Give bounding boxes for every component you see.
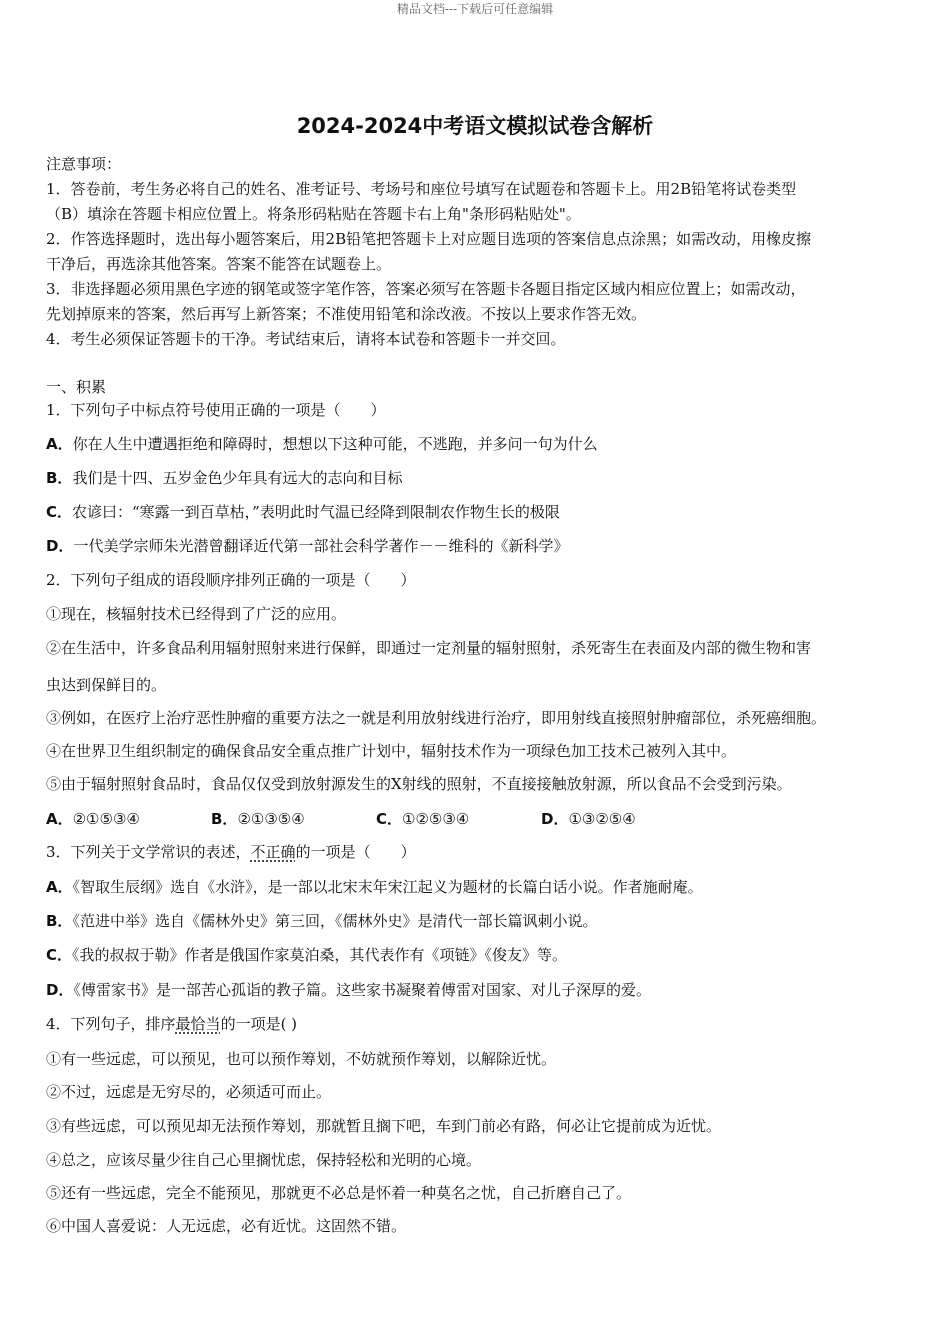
page-title: 2024-2024中考语文模拟试卷含解析 [296, 114, 654, 138]
notes-line: 4．考生必须保证答题卡的干净。考试结束后，请将本试卷和答题卡一并交回。 [46, 330, 566, 348]
q2-choice-d [541, 808, 636, 829]
option-label: C． [46, 503, 73, 521]
option-label: D． [46, 981, 74, 999]
q3-option-a [46, 877, 703, 897]
option-text: ①③②⑤④ [568, 810, 636, 828]
notes-line: （B）填涂在答题卡相应位置上。将条形码粘贴在答题卡右上角"条形码粘贴处"。 [46, 205, 581, 223]
question-2-stem: 2．下列句子组成的语段顺序排列正确的一项是（ ） [46, 571, 416, 589]
option-label: B． [46, 469, 73, 487]
option-text: 农谚曰：“寒露一到百草枯，”表明此时气温已经降到限制农作物生长的极限 [72, 503, 560, 521]
q4-sentence: ①有一些远虑，可以预见，也可以预作筹划，不妨就预作筹划，以解除近忧。 [46, 1050, 557, 1068]
option-label: D． [541, 810, 569, 828]
option-text: ①②⑤③④ [402, 810, 470, 828]
option-text: 《范进中举》选自《儒林外史》第三回，《儒林外史》是清代一部长篇讽刺小说。 [72, 912, 598, 930]
notes-line: 2．作答选择题时，选出每小题答案后，用2B铅笔把答题卡上对应题目选项的答案信息点涂黑；如需改动，用橡皮擦 [46, 230, 812, 248]
question-3-stem [46, 842, 416, 862]
option-text: 《傅雷家书》是一部苦心孤诣的教子篇。这些家书凝聚着傅雷对国家、对儿子深厚的爱。 [73, 981, 651, 999]
emphasized-text: 最恰当 [175, 1015, 221, 1033]
emphasized-text: 不正确 [250, 843, 296, 861]
q2-sentence: ②在生活中，许多食品利用辐射照射来进行保鲜，即通过一定剂量的辐射照射，杀死寄生在表面及内部的微生物和害 [46, 639, 812, 657]
q2-sentence: ①现在，核辐射技术已经得到了广泛的应用。 [46, 605, 347, 623]
option-label: A． [46, 878, 73, 896]
option-text: 你在人生中遭遇拒绝和障碍时，想想以下这种可能，不逃跑，并多问一句为什么 [72, 435, 598, 453]
q4-sentence: ⑥中国人喜爱说：人无远虑，必有近忧。这固然不错。 [46, 1217, 407, 1235]
notes-line: 3．非选择题必须用黑色字迹的钢笔或签字笔作答，答案必须写在答题卡各题目指定区域内相应位置上；如需改动， [46, 280, 806, 298]
option-text: 《我的叔叔于勒》作者是俄国作家莫泊桑，其代表作有《项链》《俊友》等。 [72, 946, 568, 964]
q2-sentence: ⑤由于辐射照射食品时，食品仅仅受到放射源发生的X射线的照射，不直接接触放射源，所以食品不会受到污染。 [46, 775, 792, 793]
q1-option-a [46, 434, 598, 454]
option-text: 一代美学宗师朱光潜曾翻译近代第一部社会科学著作－－维科的《新科学》 [73, 537, 569, 555]
q1-option-b [46, 468, 402, 488]
option-label: A． [46, 435, 73, 453]
page-header: 精品文档---下载后可任意编辑 [396, 2, 554, 16]
option-label: C． [376, 810, 403, 828]
option-text: ②①⑤③④ [72, 810, 140, 828]
option-text: 我们是十四、五岁金色少年具有远大的志向和目标 [72, 469, 403, 487]
q4-sentence: ④总之，应该尽量少往自己心里搁忧虑，保持轻松和光明的心境。 [46, 1151, 482, 1169]
q2-choice-b [211, 808, 376, 829]
q4-sentence: ③有些远虑，可以预见却无法预作筹划，那就暂且搁下吧，车到门前必有路，何必让它提前成为近忧。 [46, 1117, 722, 1135]
q2-choice-a [46, 808, 211, 829]
q3-option-b [46, 911, 597, 931]
section-heading: 一、积累 [46, 378, 107, 396]
option-label: B． [211, 810, 238, 828]
q2-choice-c [376, 808, 541, 829]
q4-sentence: ⑤还有一些远虑，完全不能预见，那就更不必总是怀着一种莫名之忧，自己折磨自己了。 [46, 1184, 632, 1202]
notes-line: 干净后，再选涂其他答案。答案不能答在试题卷上。 [46, 255, 392, 273]
notes-line: 1．答卷前，考生务必将自己的姓名、准考证号、考场号和座位号填写在试题卷和答题卡上。用2B铅笔将试卷类型 [46, 180, 797, 198]
question-1-stem: 1．下列句子中标点符号使用正确的一项是（ ） [46, 401, 386, 419]
question-4-stem [46, 1014, 297, 1034]
stem-text: 4．下列句子，排序 [46, 1015, 176, 1033]
q2-sentence: 虫达到保鲜目的。 [46, 676, 167, 694]
stem-text: 的一项是( ) [220, 1015, 298, 1033]
q2-choices [46, 808, 636, 829]
option-label: D． [46, 537, 74, 555]
q4-sentence: ②不过，远虑是无穷尽的，必须适可而止。 [46, 1083, 332, 1101]
q1-option-c [46, 502, 560, 522]
option-text: ②①③⑤④ [237, 810, 305, 828]
stem-text: 3．下列关于文学常识的表述， [46, 843, 251, 861]
q1-option-d [46, 536, 568, 556]
q3-option-d [46, 980, 651, 1000]
notes-block [46, 152, 906, 352]
stem-text: 的一项是（ ） [295, 843, 416, 861]
option-label: A． [46, 810, 73, 828]
option-label: C． [46, 946, 73, 964]
q2-sentence: ③例如，在医疗上治疗恶性肿瘤的重要方法之一就是利用放射线进行治疗，即用射线直接照射肿瘤部位，杀死癌细胞。 [46, 709, 827, 727]
q3-option-c [46, 945, 567, 965]
notes-heading: 注意事项： [46, 155, 122, 173]
q2-sentence: ④在世界卫生组织制定的确保食品安全重点推广计划中，辐射技术作为一项绿色加工技术己被列入其中。 [46, 742, 737, 760]
option-text: 《智取生辰纲》选自《水浒》，是一部以北宋末年宋江起义为题材的长篇白话小说。作者施耐庵。 [72, 878, 703, 896]
notes-line: 先划掉原来的答案，然后再写上新答案；不准使用铅笔和涂改液。不按以上要求作答无效。 [46, 305, 647, 323]
option-label: B． [46, 912, 73, 930]
